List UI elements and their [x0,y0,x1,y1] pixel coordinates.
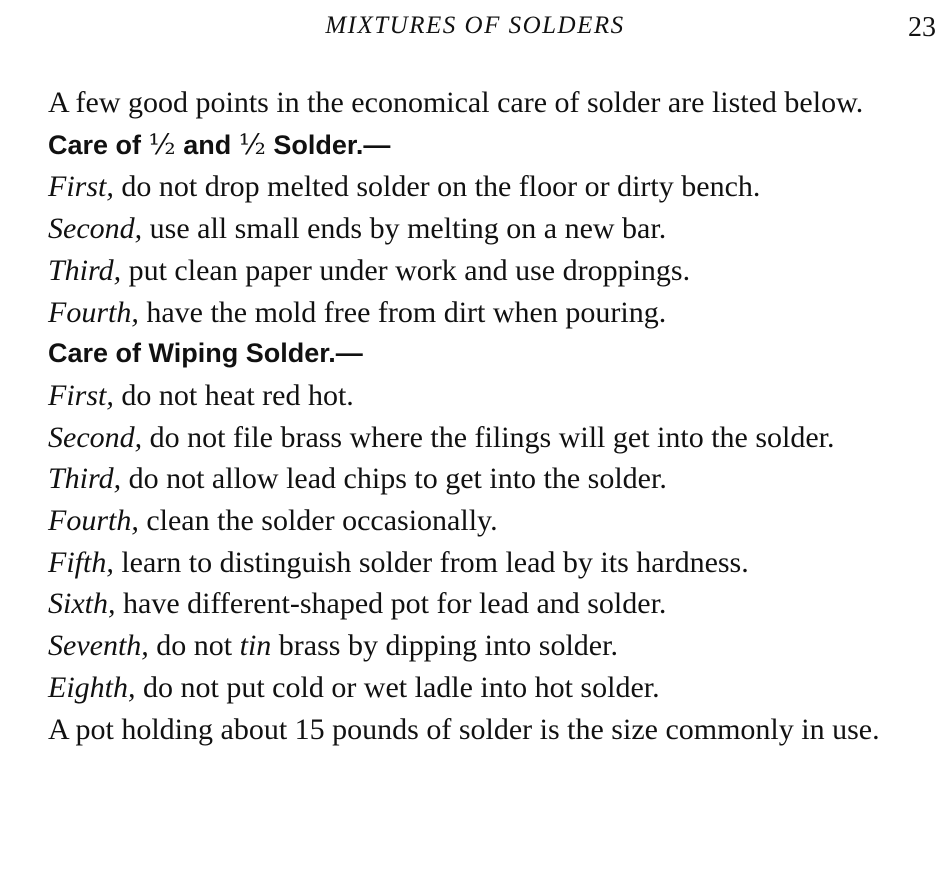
section-heading-half-and-half [14,124,936,167]
item-text: learn to distinguish solder from lead by its hardness. [113,545,749,579]
ordinal: Sixth, [48,587,116,621]
fraction-half-first: ½ [148,127,176,161]
list-item [14,375,936,417]
item-text-rest: brass by dipping into solder. [271,629,618,663]
intro-paragraph: A few good points in the economical care of solder are listed below. [48,86,864,119]
item-text: do not heat red hot. [113,378,354,412]
list-item [14,458,936,500]
ordinal: Fifth, [48,545,114,579]
ordinal: Fourth, [48,295,139,329]
list-item [14,625,936,667]
item-text: use all small ends by melting on a new bar. [142,212,667,246]
ordinal: Eighth, [48,670,136,704]
heading-and: and [183,129,232,160]
list-item [14,583,936,625]
list-item [14,250,936,292]
item-text: do not allow lead chips to get into the solder. [121,462,667,496]
item-text: have different-shaped pot for lead and solder. [115,587,667,621]
item-text: do not file brass where the filings will get into the solder. [142,420,835,454]
ordinal: Seventh, [48,629,149,663]
ordinal: First, [48,378,114,412]
ordinal: Second, [48,212,143,246]
heading-care-of: Care of [48,129,142,160]
page-number: 23 [908,12,936,43]
list-item [14,417,936,459]
ordinal: Fourth, [48,504,139,538]
list-item [14,667,936,709]
running-header [0,12,950,48]
ordinal: Third, [48,253,122,287]
item-text: put clean paper under work and use droppings. [121,253,691,287]
item-text: clean the solder occasionally. [138,504,498,538]
list-item [14,500,936,542]
heading-solder: Solder.— [273,129,391,160]
section-heading-wiping-solder: Care of Wiping Solder.— [48,338,363,369]
italic-word-tin: tin [239,629,272,663]
closing-paragraph: A pot holding about 15 pounds of solder is the size commonly in use. [48,712,880,746]
item-text: have the mold free from dirt when pouring. [138,295,667,329]
ordinal: Second, [48,420,143,454]
list-item [14,208,936,250]
list-item [14,166,936,208]
item-text: do not put cold or wet ladle into hot solder. [135,670,660,704]
fraction-half-second: ½ [238,127,266,161]
list-item [14,542,936,584]
ordinal: Third, [48,462,122,496]
list-item [14,292,936,334]
running-title: MIXTURES OF SOLDERS [325,12,625,39]
item-text: do not drop melted solder on the floor or dirty bench. [113,170,761,204]
item-text: do not [148,629,240,663]
body-text [14,82,936,750]
ordinal: First, [48,170,114,204]
